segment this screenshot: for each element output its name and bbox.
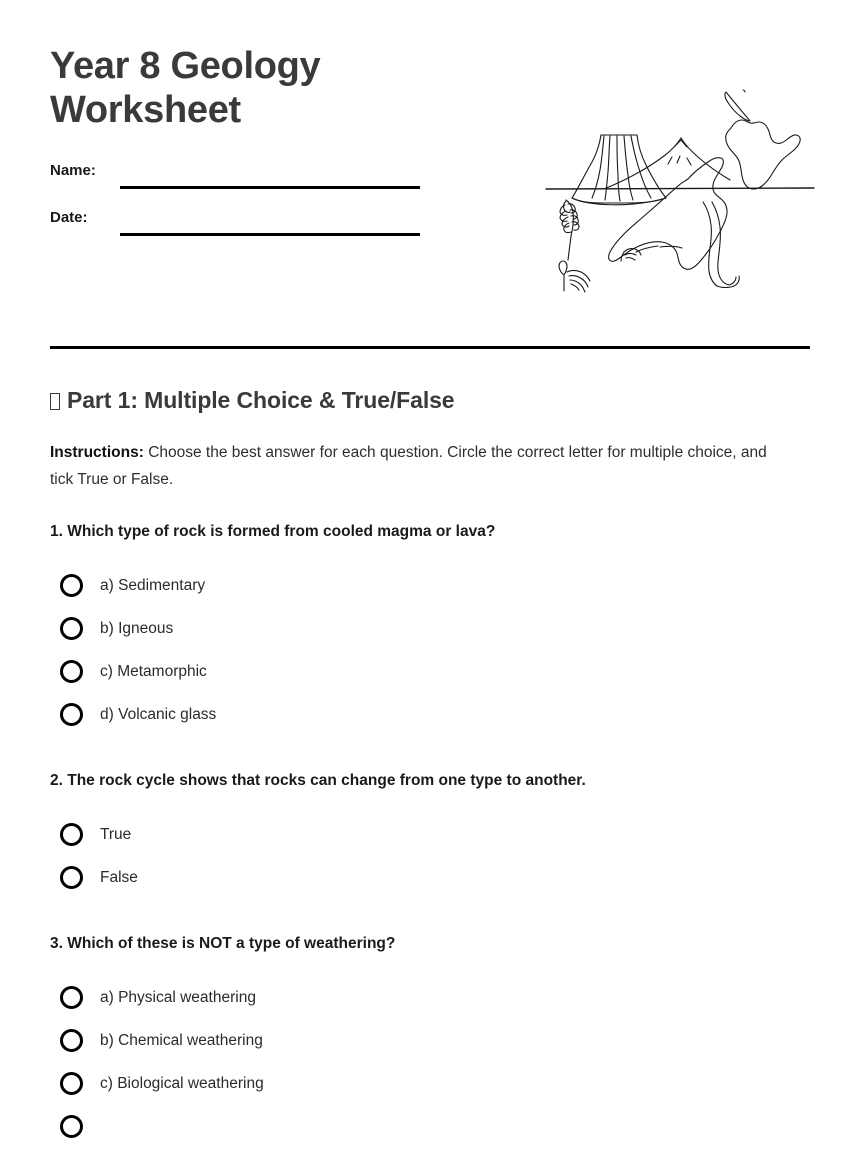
option-label: b) Chemical weathering [100,1031,263,1049]
option-label: True [100,825,132,843]
missing-glyph-box-icon [50,393,60,410]
name-field-line[interactable] [120,186,420,189]
radio-circle-icon[interactable] [60,866,83,889]
radio-circle-icon[interactable] [60,574,83,597]
option-row[interactable] [50,650,810,693]
radio-circle-icon[interactable] [60,617,83,640]
option-row[interactable] [50,856,810,899]
option-label: b) Igneous [100,619,174,637]
radio-circle-icon[interactable] [60,1115,83,1138]
instructions-lead: Instructions: [50,444,144,461]
peninsula-shape [703,202,739,288]
option-label: a) Sedimentary [100,576,206,594]
radio-circle-icon[interactable] [60,823,83,846]
instructions [50,414,790,493]
small-island-sliver [725,90,750,121]
worksheet-header [50,0,810,300]
north-island-map-outline [726,120,800,189]
option-label: d) Volcanic glass [100,705,217,723]
option-row[interactable] [50,1019,810,1062]
question-2 [50,736,810,899]
section-heading-text: Part 1: Multiple Choice & True/False [67,387,455,413]
option-label: c) Metamorphic [100,662,207,680]
question-2-options [50,790,810,899]
radio-circle-icon[interactable] [60,703,83,726]
name-field-row [50,158,430,205]
option-row[interactable] [50,564,810,607]
option-row[interactable] [50,813,810,856]
radio-circle-icon[interactable] [60,1072,83,1095]
option-row[interactable] [50,1105,810,1148]
question-1-options [50,541,810,736]
horizon-line [546,188,814,189]
radio-circle-icon[interactable] [60,1029,83,1052]
mountain-shape [604,138,730,189]
section-heading [50,349,810,414]
question-3-options [50,953,810,1148]
question-3-text: 3. Which of these is NOT a type of weathering? [50,935,396,953]
radio-circle-icon[interactable] [60,660,83,683]
option-label: c) Biological weathering [100,1074,264,1092]
geology-landscape-illustration [540,80,820,310]
option-row[interactable] [50,1062,810,1105]
student-fields [50,158,430,252]
date-field-row [50,205,430,252]
question-3 [50,899,810,1148]
option-row[interactable] [50,693,810,736]
option-label: a) Physical weathering [100,988,256,1006]
option-row[interactable] [50,607,810,650]
name-field-label: Name: [50,162,96,179]
fern-frond-small [559,261,590,292]
question-1 [50,493,810,736]
fern-frond-large [560,200,579,260]
radio-circle-icon[interactable] [60,986,83,1009]
option-label: False [100,868,138,886]
question-2-text: 2. The rock cycle shows that rocks can change from one type to another. [50,772,586,790]
instructions-body: Choose the best answer for each question. Circle the correct letter for multiple choice, and tick True or False. [50,444,767,488]
date-field-label: Date: [50,209,88,226]
date-field-line[interactable] [120,233,420,236]
question-1-text: 1. Which type of rock is formed from cooled magma or lava? [50,523,496,541]
page-title: Year 8 Geology Worksheet [50,45,321,132]
volcano-shape [572,135,666,205]
option-row[interactable] [50,976,810,1019]
